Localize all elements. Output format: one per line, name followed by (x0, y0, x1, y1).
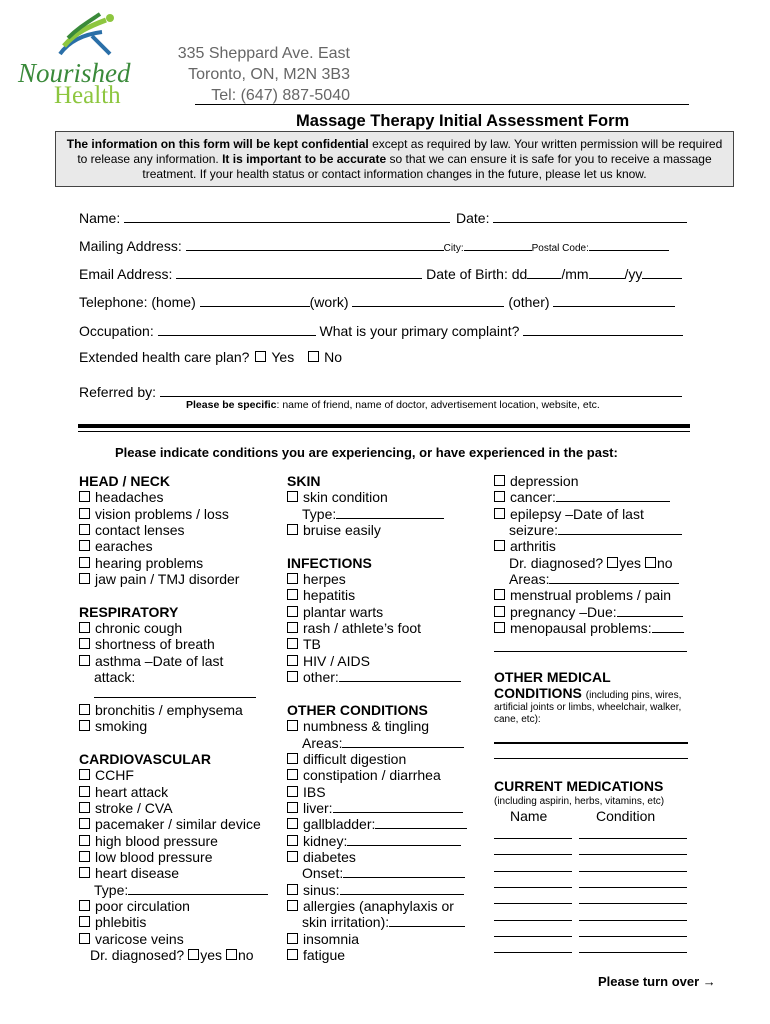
type-field[interactable] (128, 882, 268, 895)
tel-home-label: Telephone: (home) (79, 294, 196, 310)
arthritis-checkbox[interactable] (494, 540, 505, 551)
skin-irritation-field[interactable] (389, 914, 465, 927)
email-field[interactable] (176, 264, 422, 279)
postal-field[interactable] (589, 236, 669, 251)
condition-item (287, 669, 487, 685)
medication-condition-line[interactable] (579, 838, 687, 839)
condition-item (79, 506, 279, 522)
dr-diagnosed-row (79, 947, 279, 963)
email-row (79, 264, 682, 282)
complaint-field[interactable] (523, 321, 683, 336)
condition-label: plantar warts (303, 603, 384, 620)
condition-item (79, 718, 279, 734)
poor-circulation-checkbox[interactable] (79, 900, 90, 911)
medication-name-line[interactable] (494, 936, 572, 937)
referred-hint-bold: Please be specific (186, 399, 277, 411)
condition-label: smoking (95, 718, 148, 735)
ext-health-label: Extended health care plan? (79, 349, 250, 365)
condition-item (287, 620, 487, 636)
condition-label: arthritis (510, 538, 556, 555)
condition-item (287, 751, 487, 767)
shortness-of-breath-checkbox[interactable] (79, 638, 90, 649)
other-checkbox[interactable] (287, 671, 298, 682)
condition-item (287, 800, 487, 816)
condition-item (287, 833, 487, 849)
attack-field[interactable] (94, 685, 256, 698)
other-medical-section (494, 669, 694, 726)
dr-diagnosed-yes-label: yes (619, 554, 641, 571)
medication-name-line[interactable] (494, 871, 572, 872)
tel-work-field[interactable] (352, 292, 504, 307)
condition-item (494, 473, 694, 489)
dr-diagnosed-label: Dr. diagnosed? (509, 554, 604, 571)
condition-label: varicose veins (95, 930, 184, 947)
sinus-checkbox[interactable] (287, 884, 298, 895)
condition-subfield (494, 571, 694, 587)
dr-diagnosed-row (494, 555, 694, 571)
condition-item (79, 914, 279, 930)
extended-health-row (79, 349, 342, 365)
mailing-label: Mailing Address: (79, 238, 182, 254)
condition-item (287, 849, 487, 865)
constipation-diarrhea-checkbox[interactable] (287, 769, 298, 780)
condition-label: other: (303, 669, 339, 686)
medication-name-line[interactable] (494, 854, 572, 855)
liver-checkbox[interactable] (287, 802, 298, 813)
cchf-checkbox[interactable] (79, 769, 90, 780)
condition-label: fatigue (303, 946, 346, 963)
condition-item (287, 636, 487, 652)
medications-heading: CURRENT MEDICATIONS (494, 778, 664, 794)
condition-item (287, 784, 487, 800)
address-tel: Tel: (647) 887-5040 (211, 87, 350, 104)
other-medical-note-1: (including pins, wires, (585, 690, 682, 702)
condition-label: hearing problems (95, 554, 204, 571)
address-city: Toronto, ON, M2N 3B3 (188, 66, 350, 83)
condition-label: poor circulation (95, 897, 190, 914)
condition-item (494, 604, 694, 620)
dob-dd-field[interactable] (527, 264, 561, 279)
condition-label: numbness & tingling (303, 718, 430, 735)
kidney-field[interactable] (347, 833, 461, 846)
condition-label: contact lenses (95, 522, 185, 539)
condition-label: pregnancy –Due: (510, 603, 617, 620)
condition-label: cancer: (510, 489, 556, 506)
condition-subfield (287, 506, 487, 522)
condition-item (79, 865, 279, 881)
condition-label: skin irritation): (302, 914, 390, 931)
phlebitis-checkbox[interactable] (79, 916, 90, 927)
dr-diagnosed-yes-checkbox[interactable] (188, 949, 199, 960)
medication-condition-line[interactable] (579, 854, 687, 855)
condition-label: bronchitis / emphysema (95, 701, 243, 718)
ext-health-no-checkbox[interactable] (308, 351, 319, 362)
numbness-tingling-checkbox[interactable] (287, 720, 298, 731)
condition-label: heart attack (95, 783, 169, 800)
notice-text-2: so that we can ensure it is safe for you to receive a massage treatment. If your health status or contact information changes in the future, please let us know. (142, 152, 712, 181)
condition-label: headaches (95, 489, 164, 506)
date-label: Date: (456, 210, 490, 226)
notice-bold-2: It is important to be accurate (222, 152, 387, 166)
medication-name-line[interactable] (494, 920, 572, 921)
header-rule (195, 104, 689, 105)
condition-label: high blood pressure (95, 832, 218, 849)
other-medical-note-2: artificial joints or limbs, wheelchair, walker, cane, etc): (494, 702, 682, 726)
hiv-aids-checkbox[interactable] (287, 655, 298, 666)
conditions-column-1 (79, 473, 279, 963)
varicose-veins-checkbox[interactable] (79, 933, 90, 944)
logo-nourished: Nourished (18, 58, 131, 88)
other-medical-line-1[interactable] (494, 742, 688, 744)
hepatitis-checkbox[interactable] (287, 589, 298, 600)
condition-label: shortness of breath (95, 636, 215, 653)
medication-name-line[interactable] (494, 887, 572, 888)
occupation-field[interactable] (158, 321, 316, 336)
conditions-column-2 (287, 473, 487, 963)
condition-item (79, 816, 279, 832)
turn-over-note: Please turn over → (598, 974, 716, 989)
dob-mm-label: /mm (561, 266, 589, 282)
city-field[interactable] (464, 236, 532, 251)
medication-condition-line[interactable] (579, 887, 687, 888)
medications-col-condition: Condition (596, 808, 656, 824)
occupation-label: Occupation: (79, 323, 154, 339)
onset-field[interactable] (343, 865, 465, 878)
menopausal-extra-line[interactable] (494, 651, 687, 652)
condition-label: Type: (94, 881, 129, 898)
condition-item (287, 947, 487, 963)
mailing-row (79, 236, 669, 254)
insomnia-checkbox[interactable] (287, 933, 298, 944)
condition-item (494, 506, 694, 522)
condition-item (287, 522, 487, 538)
menstrual-problems-pain-checkbox[interactable] (494, 589, 505, 600)
tb-checkbox[interactable] (287, 638, 298, 649)
earaches-checkbox[interactable] (79, 540, 90, 551)
ext-health-yes-label: Yes (271, 349, 295, 365)
plantar-warts-checkbox[interactable] (287, 606, 298, 617)
referred-label: Referred by: (79, 384, 157, 400)
dr-diagnosed-no-label: no (237, 946, 254, 963)
rash-athlete-s-foot-checkbox[interactable] (287, 622, 298, 633)
areas-field[interactable] (342, 735, 464, 748)
contact-lenses-checkbox[interactable] (79, 524, 90, 535)
heart-disease-checkbox[interactable] (79, 867, 90, 878)
date-field[interactable] (493, 208, 687, 223)
mailing-field[interactable] (186, 236, 444, 251)
medication-condition-line[interactable] (579, 920, 687, 921)
condition-subfield (494, 522, 694, 538)
medications-col-name: Name (510, 808, 548, 824)
dr-diagnosed-no-label: no (656, 554, 673, 571)
category-heading: RESPIRATORY (79, 603, 179, 620)
condition-label: hepatitis (303, 587, 356, 604)
category-heading: INFECTIONS (287, 554, 372, 571)
bruise-easily-checkbox[interactable] (287, 524, 298, 535)
spacer (287, 685, 487, 701)
condition-item (287, 882, 487, 898)
condition-label: kidney: (303, 832, 348, 849)
condition-label: CCHF (95, 767, 134, 784)
condition-item (287, 898, 487, 914)
low-blood-pressure-checkbox[interactable] (79, 851, 90, 862)
menopausal-problems-field[interactable] (652, 620, 684, 633)
name-row (79, 208, 687, 226)
complaint-label: What is your primary complaint? (319, 323, 520, 339)
condition-label: rash / athlete’s foot (303, 620, 422, 637)
condition-label: IBS (303, 783, 326, 800)
condition-item (79, 653, 279, 669)
tel-work-label: (work) (309, 294, 349, 310)
condition-item (79, 489, 279, 505)
condition-label: attack: (94, 669, 136, 686)
conditions-heading: Please indicate conditions you are experiencing, or have experienced in the past: (115, 445, 618, 460)
name-field[interactable] (124, 208, 450, 223)
ext-health-no-label: No (324, 349, 342, 365)
dob-label: Date of Birth: dd (426, 266, 528, 282)
condition-item (79, 849, 279, 865)
dob-yy-field[interactable] (642, 264, 682, 279)
referred-field[interactable] (160, 382, 682, 397)
stroke-cva-checkbox[interactable] (79, 802, 90, 813)
medication-condition-line[interactable] (579, 871, 687, 872)
condition-label: pacemaker / similar device (95, 816, 261, 833)
condition-label: gallbladder: (303, 816, 376, 833)
medication-condition-line[interactable] (579, 952, 687, 953)
condition-item (287, 571, 487, 587)
condition-label: bruise easily (303, 522, 381, 539)
condition-label: liver: (303, 799, 333, 816)
difficult-digestion-checkbox[interactable] (287, 753, 298, 764)
condition-label: menstrual problems / pain (510, 587, 672, 604)
seizure-field[interactable] (558, 522, 682, 535)
spacer (79, 587, 279, 603)
pregnancy-due-field[interactable] (617, 604, 683, 617)
epilepsy-date-of-last-checkbox[interactable] (494, 508, 505, 519)
chronic-cough-checkbox[interactable] (79, 622, 90, 633)
condition-item (494, 538, 694, 554)
clinic-address (90, 43, 350, 106)
referred-hint-text: : name of friend, name of doctor, advertisement location, website, etc. (276, 399, 600, 411)
category-heading: OTHER CONDITIONS (287, 701, 428, 718)
referred-hint (186, 399, 600, 411)
condition-item (287, 489, 487, 505)
telephone-row (79, 292, 675, 310)
condition-label: menopausal problems: (510, 620, 652, 637)
ibs-checkbox[interactable] (287, 786, 298, 797)
conditions-column-3 (494, 473, 694, 636)
confidentiality-notice (55, 131, 734, 187)
diabetes-checkbox[interactable] (287, 851, 298, 862)
condition-item (287, 931, 487, 947)
condition-label: Areas: (509, 571, 550, 588)
menopausal-problems-checkbox[interactable] (494, 622, 505, 633)
type-field[interactable] (336, 506, 444, 519)
condition-label: diabetes (303, 848, 356, 865)
condition-subfield (287, 735, 487, 751)
condition-label: chronic cough (95, 620, 183, 637)
medication-name-line[interactable] (494, 952, 572, 953)
condition-label: Type: (302, 505, 337, 522)
category-heading: SKIN (287, 473, 321, 489)
notice-bold-1: The information on this form will be kept confidential (66, 137, 369, 151)
condition-subfield (287, 865, 487, 881)
condition-label: sinus: (303, 881, 340, 898)
kidney-checkbox[interactable] (287, 835, 298, 846)
condition-label: TB (303, 636, 321, 653)
condition-item (287, 767, 487, 783)
depression-checkbox[interactable] (494, 475, 505, 486)
referred-row (79, 382, 682, 400)
condition-subfield (287, 914, 487, 930)
city-label: City: (443, 243, 464, 254)
fatigue-checkbox[interactable] (287, 949, 298, 960)
asthma-date-of-last-checkbox[interactable] (79, 655, 90, 666)
condition-item (79, 620, 279, 636)
pregnancy-due-checkbox[interactable] (494, 606, 505, 617)
medication-condition-line[interactable] (579, 903, 687, 904)
condition-item (494, 587, 694, 603)
dob-yy-label: /yy (624, 266, 643, 282)
condition-label: low blood pressure (95, 848, 213, 865)
areas-field[interactable] (549, 571, 679, 584)
condition-label: herpes (303, 571, 346, 588)
tel-other-label: (other) (508, 294, 550, 310)
condition-item (287, 653, 487, 669)
email-label: Email Address: (79, 266, 173, 282)
dr-diagnosed-yes-checkbox[interactable] (607, 557, 618, 568)
sinus-field[interactable] (340, 882, 464, 895)
medication-name-line[interactable] (494, 838, 572, 839)
condition-label: seizure: (509, 522, 559, 539)
high-blood-pressure-checkbox[interactable] (79, 835, 90, 846)
pacemaker-similar-device-checkbox[interactable] (79, 818, 90, 829)
other-medical-heading: OTHER MEDICAL (494, 669, 611, 685)
tel-home-field[interactable] (200, 292, 310, 307)
notice-text-1: except as required by law. Your written permission will be required to release any information. (77, 137, 723, 166)
occupation-row (79, 321, 683, 339)
section-divider-thin (78, 431, 690, 432)
bronchitis-emphysema-checkbox[interactable] (79, 704, 90, 715)
condition-item (494, 489, 694, 505)
condition-label: phlebitis (95, 914, 147, 931)
vision-problems-loss-checkbox[interactable] (79, 508, 90, 519)
gallbladder-field[interactable] (375, 816, 467, 829)
allergies-anaphylaxis-or-checkbox[interactable] (287, 900, 298, 911)
condition-label: vision problems / loss (95, 505, 229, 522)
condition-item (79, 898, 279, 914)
medications-note: (including aspirin, herbs, vitamins, etc) (494, 796, 665, 807)
condition-label: earaches (95, 538, 153, 555)
postal-label: Postal Code: (531, 243, 589, 254)
category-heading: HEAD / NECK (79, 473, 171, 489)
condition-subfield (79, 882, 279, 898)
condition-label: allergies (anaphylaxis or (303, 897, 454, 914)
condition-item (79, 522, 279, 538)
dr-diagnosed-yes-label: yes (200, 946, 222, 963)
section-divider (78, 424, 690, 428)
cancer-field[interactable] (556, 489, 670, 502)
other-medical-heading-2: CONDITIONS (including pins, wires, (494, 685, 682, 702)
condition-item (287, 718, 487, 734)
condition-item (79, 636, 279, 652)
hearing-problems-checkbox[interactable] (79, 557, 90, 568)
skin-condition-checkbox[interactable] (287, 491, 298, 502)
medication-name-line[interactable] (494, 903, 572, 904)
other-field[interactable] (339, 669, 461, 682)
form-title: Massage Therapy Initial Assessment Form (296, 112, 630, 130)
gallbladder-checkbox[interactable] (287, 818, 298, 829)
condition-label: asthma –Date of last (95, 652, 224, 669)
spacer (287, 538, 487, 554)
condition-label: HIV / AIDS (303, 652, 370, 669)
condition-item (79, 555, 279, 571)
dr-diagnosed-no-checkbox[interactable] (645, 557, 656, 568)
condition-label: skin condition (303, 489, 388, 506)
condition-item (79, 784, 279, 800)
condition-item (287, 816, 487, 832)
dr-diagnosed-no-checkbox[interactable] (226, 949, 237, 960)
dob-mm-field[interactable] (589, 264, 625, 279)
condition-label: heart disease (95, 865, 180, 882)
condition-item (79, 571, 279, 587)
condition-item (287, 587, 487, 603)
headaches-checkbox[interactable] (79, 491, 90, 502)
liver-field[interactable] (333, 800, 463, 813)
condition-item (79, 702, 279, 718)
condition-label: difficult digestion (303, 750, 407, 767)
condition-label: Onset: (302, 865, 344, 882)
condition-label: constipation / diarrhea (303, 767, 441, 784)
condition-label: jaw pain / TMJ disorder (95, 571, 240, 588)
name-label: Name: (79, 210, 121, 226)
logo-health: Health (54, 82, 121, 109)
condition-label: stroke / CVA (95, 799, 173, 816)
tel-other-field[interactable] (553, 292, 675, 307)
jaw-pain-tmj-disorder-checkbox[interactable] (79, 573, 90, 584)
medication-condition-line[interactable] (579, 936, 687, 937)
condition-subfield (79, 669, 279, 702)
category-heading: CARDIOVASCULAR (79, 750, 211, 767)
condition-item (79, 833, 279, 849)
condition-item (287, 604, 487, 620)
condition-label: depression (510, 473, 579, 489)
condition-label: insomnia (303, 930, 360, 947)
other-medical-line-2[interactable] (494, 758, 688, 759)
condition-label: epilepsy –Date of last (510, 505, 644, 522)
condition-item (79, 931, 279, 947)
smoking-checkbox[interactable] (79, 720, 90, 731)
spacer (79, 735, 279, 751)
condition-label: Areas: (302, 734, 343, 751)
heart-attack-checkbox[interactable] (79, 786, 90, 797)
dr-diagnosed-label: Dr. diagnosed? (90, 946, 185, 963)
condition-item (79, 538, 279, 554)
cancer-checkbox[interactable] (494, 491, 505, 502)
ext-health-yes-checkbox[interactable] (255, 351, 266, 362)
address-street: 335 Sheppard Ave. East (177, 45, 350, 62)
herpes-checkbox[interactable] (287, 573, 298, 584)
condition-item (79, 800, 279, 816)
condition-item (79, 767, 279, 783)
condition-item (494, 620, 694, 636)
